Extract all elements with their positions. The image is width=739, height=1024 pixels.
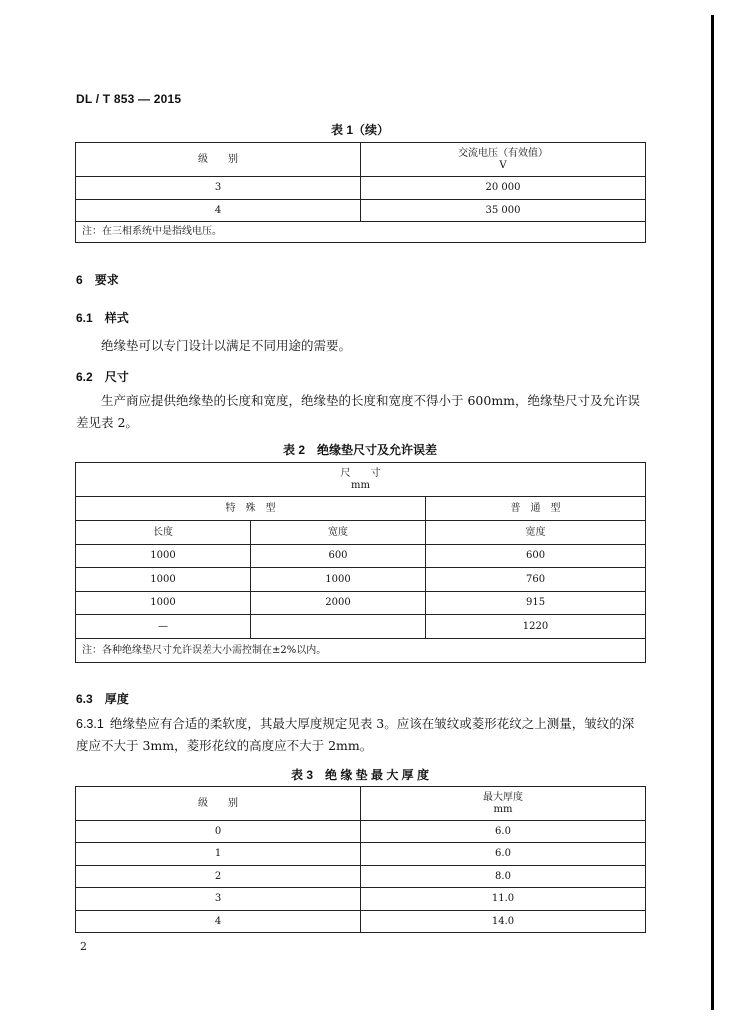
table-row xyxy=(76,888,646,911)
section-title: 厚度 xyxy=(104,692,129,706)
section-6-3-heading xyxy=(76,690,129,707)
table2-size-header-row xyxy=(76,463,646,497)
table2-note: 注：各种绝缘垫尺寸允许误差大小需控制在±2%以内。 xyxy=(76,639,646,663)
table-row xyxy=(76,615,646,639)
table-row xyxy=(76,568,646,592)
table2-width-header: 宽度 xyxy=(251,521,426,545)
document-code: DL / T 853 — 2015 xyxy=(76,92,182,106)
table-row xyxy=(76,821,646,843)
table-row xyxy=(76,866,646,888)
table1-voltage-unit: V xyxy=(499,159,507,171)
table3-cell-thickness: 8.0 xyxy=(361,866,646,888)
section-6-2-heading xyxy=(76,368,129,385)
table2-cell-width: 600 xyxy=(251,545,426,568)
page-number: 2 xyxy=(80,940,87,953)
table2-length-header: 长度 xyxy=(76,521,251,545)
table2-normal-type-header: 普 通 型 xyxy=(426,497,646,521)
table1-cell-level: 3 xyxy=(76,177,361,200)
table3-header-row xyxy=(76,787,646,821)
table3-cell-level: 1 xyxy=(76,843,361,866)
table1-note-row xyxy=(76,222,646,243)
table3-cell-thickness: 14.0 xyxy=(361,911,646,933)
table2-cell-length: 1000 xyxy=(76,568,251,592)
table2-cell-length: 1000 xyxy=(76,545,251,568)
table-row xyxy=(76,592,646,615)
table3-cell-thickness: 6.0 xyxy=(361,821,646,843)
table2-group-header-row xyxy=(76,497,646,521)
table3-caption: 表 3 绝 缘 垫 最 大 厚 度 xyxy=(290,768,429,782)
section-number: 6 xyxy=(76,273,83,287)
table2-caption: 表 2 绝缘垫尺寸及允许误差 xyxy=(282,443,437,457)
table3-cell-level: 4 xyxy=(76,911,361,933)
table3-cell-level: 0 xyxy=(76,821,361,843)
table2-size-header xyxy=(76,463,646,497)
section-title: 尺寸 xyxy=(104,370,129,384)
section-number: 6.3 xyxy=(76,692,93,706)
scan-edge-line xyxy=(711,15,714,1010)
section-6-heading xyxy=(76,271,119,288)
table2-special-type-header: 特 殊 型 xyxy=(76,497,426,521)
table1-cell-level: 4 xyxy=(76,200,361,222)
table2-cell-width xyxy=(251,615,426,639)
table1-cell-voltage: 20 000 xyxy=(361,177,646,200)
table3-cell-thickness: 11.0 xyxy=(361,888,646,911)
table2-size-label: 尺 寸 xyxy=(340,467,381,479)
table2-cell-width: 2000 xyxy=(251,592,426,615)
table3-cell-level: 3 xyxy=(76,888,361,911)
table-row xyxy=(76,843,646,866)
table1-caption: 表 1（续） xyxy=(330,123,389,137)
section-6-3-1-paragraph xyxy=(76,713,646,757)
table3-cell-level: 2 xyxy=(76,866,361,888)
table2-cell-length: — xyxy=(76,615,251,639)
table1-header-row xyxy=(76,143,646,177)
table2-normal-width-header: 宽度 xyxy=(426,521,646,545)
table2-note-row xyxy=(76,639,646,663)
table3-cell-thickness: 6.0 xyxy=(361,843,646,866)
table2-cell-normal-width: 1220 xyxy=(426,615,646,639)
table2-cell-normal-width: 915 xyxy=(426,592,646,615)
table-row xyxy=(76,545,646,568)
table1-cell-voltage: 35 000 xyxy=(361,200,646,222)
section-6-1-heading xyxy=(76,309,129,326)
table2-cell-normal-width: 600 xyxy=(426,545,646,568)
table1-voltage-header xyxy=(361,143,646,177)
table3-thickness-label: 最大厚度 xyxy=(483,791,523,803)
table1-note: 注：在三相系统中是指线电压。 xyxy=(76,222,646,243)
table2 xyxy=(75,462,646,663)
section-6-2-text: 生产商应提供绝缘垫的长度和宽度，绝缘垫的长度和宽度不得小于 600mm，绝缘垫尺寸及允许误差见表 2。 xyxy=(76,393,641,430)
section-6-3-1-text: 绝缘垫应有合适的柔软度，其最大厚度规定见表 3。应该在皱纹或菱形花纹之上测量，皱纹的深度应不大于 3mm，菱形花纹的高度应不大于 2mm。 xyxy=(76,716,635,753)
table2-cell-width: 1000 xyxy=(251,568,426,592)
table2-cell-normal-width: 760 xyxy=(426,568,646,592)
table2-cell-length: 1000 xyxy=(76,592,251,615)
section-number: 6.1 xyxy=(76,311,93,325)
table-row xyxy=(76,177,646,200)
table-row xyxy=(76,200,646,222)
section-title: 要求 xyxy=(94,273,119,287)
section-title: 样式 xyxy=(104,311,129,325)
table2-size-unit: mm xyxy=(351,479,370,491)
table2-column-header-row xyxy=(76,521,646,545)
table1 xyxy=(75,142,646,243)
table1-voltage-header-label: 交流电压（有效值） xyxy=(458,147,548,159)
table3-thickness-unit: mm xyxy=(493,803,513,815)
table-row xyxy=(76,911,646,933)
table1-level-header: 级 别 xyxy=(76,143,361,177)
table3-thickness-header xyxy=(361,787,646,821)
table3 xyxy=(75,786,646,933)
table3-level-header: 级 别 xyxy=(76,787,361,821)
section-number: 6.3.1 xyxy=(76,717,104,731)
section-6-1-text: 绝缘垫可以专门设计以满足不同用途的需要。 xyxy=(101,338,352,353)
section-number: 6.2 xyxy=(76,370,93,384)
